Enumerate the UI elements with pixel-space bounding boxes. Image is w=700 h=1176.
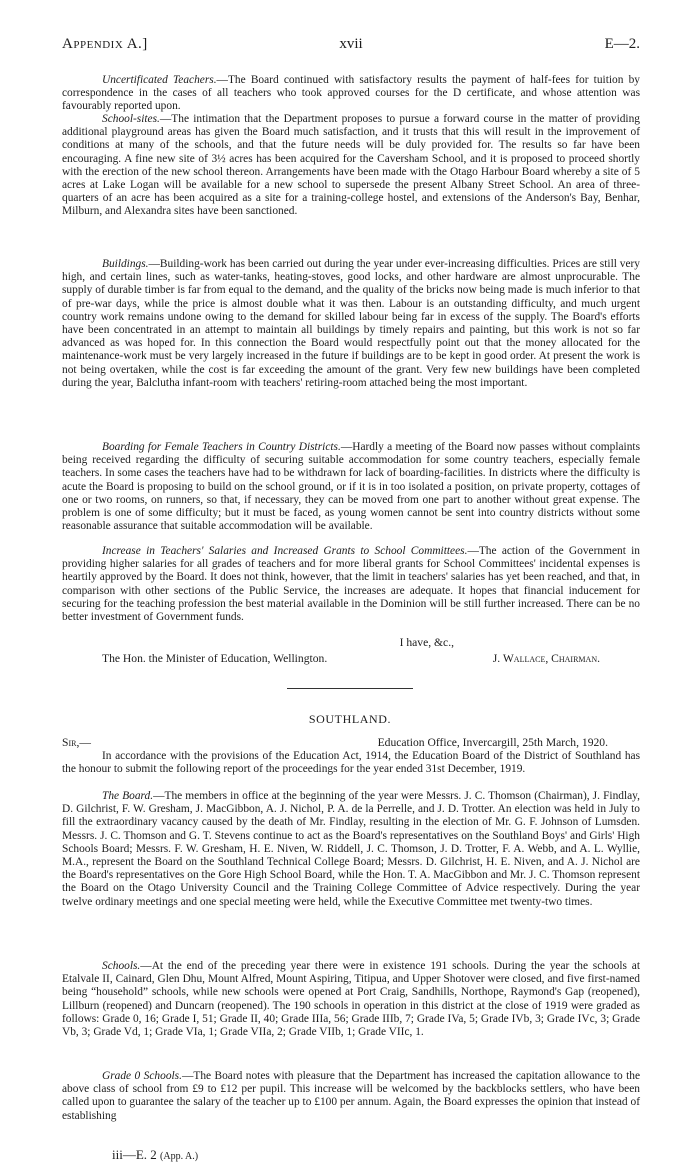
page-number: xvii — [339, 36, 363, 52]
paragraph-text: —The Board continued with satisfactory results the payment of half-fees for tuition by correspondence in the cases of all teachers who took approved courses for the D certificate, and whose attention was favourably reported upon. — [62, 74, 641, 113]
paragraph-the-board — [62, 790, 640, 909]
paragraph-text: —Hardly a meeting of the Board now passes without complaints being received regarding the difficulty of securing suitable accommodation for some country teachers, especially female teachers. In some cases the teachers have had to be withdrawn for lack of boarding-facilities. In districts where the difficulty is acute the Board is proposing to build on the school ground, or if it is in too isolated a position, on private property, cottages of one or two rooms, on runners, so that, if necessary, they can be moved from one part to another without great expense. The problem is one of some difficulty; but it must be faced, as young women cannot be sent into country districts without some reasonable assurance that suitable accommodation will be available. — [62, 441, 640, 533]
paragraph-text: —Building-work has been carried out during the year under ever-increasing difficulties. Prices are still very high, and certain lines, such as water-tanks, heating-stoves, good locks, and other hardware are almost unprocurable. The supply of durable timber is far from equal to the demand, and the quality of the bricks now being made is much inferior to that of pre-war days, while the price is almost double what it was then. Labour is an outstanding difficulty, and much urgent country work remains undone owing to the demand for skilled labour being far in excess of the supply. The Board's efforts have been concentrated in an attempt to maintain all buildings by timely repairs and painting, but this work is not so far advanced as was hoped for. In this connection the Board would respectfully point out that the money allocated for the maintenance-work must be very largely increased in the future if buildings are to be kept in good order. At present the work is not being overtaken, while the cost is far exceeding the amount of the grant. Very few new buildings have been completed during the year, Balclutha infant-room with teachers' retiring-room attached being the most important. — [62, 258, 640, 389]
paragraph-grade-0-schools — [62, 1070, 640, 1123]
section-heading-southland: SOUTHLAND. — [308, 712, 392, 726]
paragraph-text: —The action of the Government in providing higher salaries for all grades of teachers and for more liberal grants for School Committees' incidental expenses is heartily approved by the Board. It does not think, however, that the limit in teachers' salaries has yet been reached, and that, in comparison with other sections of the Public Service, the increases are adequate. It hopes that financial inducement for securing for the teaching profession the best material available in the Dominion will be still further increased. There can be no better investment of Government funds. — [62, 545, 641, 624]
paragraph-lead: Uncertificated Teachers. — [102, 74, 217, 86]
paragraph-text: —The Board notes with pleasure that the Department has increased the capitation allowance to the above class of school from £9 to £12 per pupil. This increase will be welcomed by the backblocks settlers, who have been called upon to guarantee the salary of the teacher up to £100 per annum. Again, the Board expresses the opinion that instead of establishing — [62, 1070, 640, 1122]
paragraph-lead: The Board. — [102, 790, 154, 802]
paragraph-lead: Schools. — [102, 960, 141, 972]
paragraph-lead: Grade 0 Schools. — [102, 1070, 182, 1082]
paragraph-text: —At the end of the preceding year there were in existence 191 schools. During the year the schools at Etalvale II, Cainard, Glen Dhu, Mount Alfred, Mount Aspiring, Titipua, and Upper Shotover were closed, and five first-named being “household” schools, while new schools were opened at Port Craig, Sandhills, Northope, Raymond's Gap (reopened), Lillburn (reopened) and Duncarn (reopened). The 190 schools in operation in this district at the close of 1919 were graded as follows: Grade 0, 16; Grade I, 51; Grade II, 40; Grade IIIa, 56; Grade IIIb, 7; Grade IVa, 5; Grade IVb, 3; Grade IVc, 3; Grade Vb, 3; Grade Vd, 1; Grade VIa, 1; Grade VIIa, 2; Grade VIIb, 1; Grade VIIc, 1. — [62, 960, 640, 1039]
paragraph-lead: Boarding for Female Teachers in Country Districts. — [102, 441, 341, 453]
closing-addressee: The Hon. the Minister of Education, Wellington. — [102, 652, 328, 665]
paragraph-buildings — [62, 258, 640, 390]
paragraph-lead: School-sites. — [102, 113, 160, 125]
closing-signature: J. Wallace, Chairman. — [492, 652, 600, 665]
document-code: E—2. — [604, 36, 640, 52]
paragraph-text: —The members in office at the beginning of the year were Messrs. J. C. Thomson (Chairman), J. Findlay, D. Gilchrist, F. W. Gresham, J. MacGibbon, A. J. Nichol, P. A. de la Perrelle, and J. D. Trotter. An election was held in July to fill the extraordinary vacancy caused by the death of Mr. Findlay, resulting in the election of Mr. G. F. Johnson of Lumsden. Messrs. J. C. Thomson and G. T. Stevens continue to act as the Board's representatives on the Southland Boys' and Girls' High Schools Board; Messrs. F. W. Gresham, H. E. Niven, W. Riddell, J. C. Thomson, J. D. Trotter, F. A. Webb, and A. L. Wyllie, M.A., represent the Board on the Southland Technical College Board; Messrs. D. Gilchrist, H. E. Niven, and A. J. Nichol are the Board's representatives on the Gore High School Board, while the Hon. T. A. MacGibbon and Mr. J. C. Thomson represent the Board on the Otago University Council and the Training College Committee of Advice respectively. During the year twelve ordinary meetings and one special meeting were held, while the Executive Committee met twenty-two times. — [62, 790, 640, 908]
appendix-label: Appendix A.] — [62, 36, 148, 52]
paragraph-intro: In accordance with the provisions of the Education Act, 1914, the Education Board of the District of Southland has the honour to submit the following report of the proceedings for the year ended 31st December, 1919. — [62, 750, 640, 776]
dateline: Education Office, Invercargill, 25th March, 1920. — [377, 736, 608, 749]
page-header — [62, 36, 640, 58]
paragraph-lead: Buildings. — [102, 258, 149, 270]
paragraph-schools — [62, 960, 640, 1039]
section-divider — [287, 688, 413, 689]
paragraph-uncertificated-teachers — [62, 74, 640, 114]
paragraph-text: —The intimation that the Department proposes to pursue a forward course in the matter of providing additional playground areas has given the Board much satisfaction, and it trusts that this will result in the improvement of conditions at many of the schools, and that the future needs will be duly provided for. The results so far have been encouraging. A fine new site of 3½ acres has been acquired for the Caversham School, and it is proposed to proceed shortly with the erection of the new school thereon. Arrangements have been made with the Otago Harbour Board whereby a site of 5 acres at Lake Logan will be available for a new school to supersede the present Albany Street School. An area of three-quarters of an acre has been acquired as a site for a training-college hostel, and extensions of the Anderson's Bay, Benhar, Milburn, and Alexandra sites have been sanctioned. — [62, 113, 640, 218]
salutation: Sir,— — [62, 736, 91, 749]
closing-i-have: I have, &c., — [399, 636, 454, 649]
paragraph-boarding — [62, 441, 640, 533]
paragraph-lead: Increase in Teachers' Salaries and Increased Grants to School Committees. — [102, 545, 468, 557]
footer-appendix-mark: (App. A.) — [160, 1151, 199, 1162]
footer-signature-mark: iii—E. 2 — [112, 1147, 157, 1162]
page-footer — [112, 1147, 198, 1163]
paragraph-salaries — [62, 545, 640, 624]
paragraph-school-sites — [62, 113, 640, 219]
